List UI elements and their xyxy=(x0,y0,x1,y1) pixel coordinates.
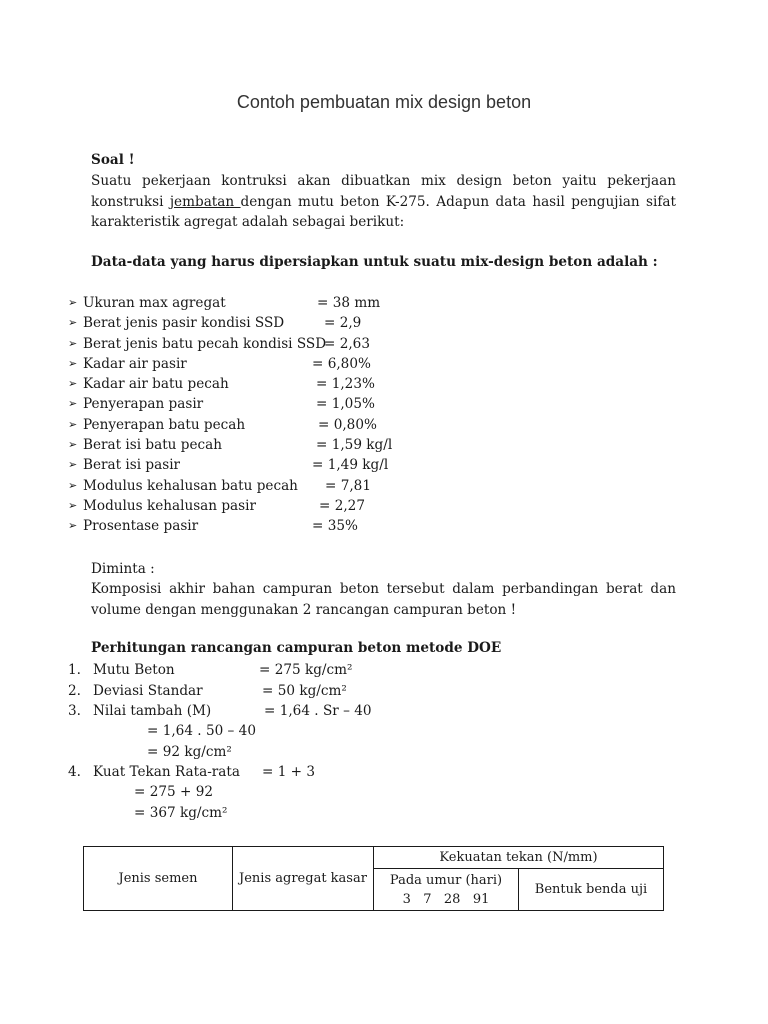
item-label: Berat jenis batu pecah kondisi SSD xyxy=(83,335,327,352)
calc-step: = 1,64 . 50 – 40 xyxy=(147,723,256,739)
item-value: = 38 mm xyxy=(317,295,381,311)
item-value: = 35% xyxy=(312,518,358,535)
header-jenis-agregat: Jenis agregat kasar xyxy=(233,847,374,911)
item-value: = 2,9 xyxy=(324,315,362,332)
kekuatan-tekan-table xyxy=(83,846,664,911)
item-label: Deviasi Standar xyxy=(93,683,203,699)
item-value: = 1 + 3 xyxy=(262,764,316,780)
item-number: 4. xyxy=(68,764,81,780)
table-row xyxy=(84,847,664,869)
diminta-paragraph: Komposisi akhir bahan campuran beton tersebut dalam perbandingan berat dan volume dengan menggunakan 2 rancangan campuran beton ! xyxy=(91,581,676,618)
item-label: Ukuran max agregat xyxy=(83,295,226,311)
item-label: Mutu Beton xyxy=(93,662,175,678)
arrow-bullet-icon: ➢ xyxy=(68,478,78,492)
header-kekuatan-tekan: Kekuatan tekan (N/mm) xyxy=(374,847,664,869)
item-label: Penyerapan pasir xyxy=(83,396,204,413)
page-title: Contoh pembuatan mix design beton xyxy=(236,92,532,112)
arrow-bullet-icon: ➢ xyxy=(68,316,78,330)
item-value: = 1,59 kg/l xyxy=(316,437,393,454)
item-label: Modulus kehalusan batu pecah xyxy=(83,477,298,494)
item-label: Modulus kehalusan pasir xyxy=(83,497,256,514)
item-number: 3. xyxy=(68,703,81,719)
item-label: Kadar air pasir xyxy=(83,355,187,372)
umur-values: 3 7 28 91 xyxy=(402,891,490,907)
soal-underlined-word: jembatan xyxy=(169,193,241,210)
arrow-bullet-icon: ➢ xyxy=(68,336,78,350)
item-value: = 2,27 xyxy=(319,497,365,514)
perhitungan-heading: Perhitungan rancangan campuran beton metode DOE xyxy=(91,640,502,656)
pada-umur-label: Pada umur (hari) xyxy=(389,872,503,888)
item-label: Penyerapan batu pecah xyxy=(83,416,246,433)
arrow-bullet-icon: ➢ xyxy=(68,377,78,391)
item-label: Kuat Tekan Rata-rata xyxy=(93,764,240,780)
item-value: = 1,23% xyxy=(316,376,375,393)
item-number: 1. xyxy=(68,662,81,678)
soal-paragraph xyxy=(91,171,676,233)
data-heading: Data-data yang harus dipersiapkan untuk suatu mix-design beton adalah : xyxy=(91,254,658,270)
item-value: = 50 kg/cm² xyxy=(262,683,347,699)
arrow-bullet-icon: ➢ xyxy=(68,417,78,431)
soal-text-after: dengan mutu beton K-275. Adapun data hasil pengujian sifat karakteristik agregat adalah sebagai berikut: xyxy=(91,193,676,231)
arrow-bullet-icon: ➢ xyxy=(68,296,78,309)
item-value: = 2,63 xyxy=(324,335,370,352)
arrow-bullet-icon: ➢ xyxy=(68,438,78,452)
header-pada-umur xyxy=(374,869,519,911)
calc-step: = 92 kg/cm² xyxy=(147,744,232,760)
diminta-heading: Diminta : xyxy=(91,561,155,577)
item-label: Kadar air batu pecah xyxy=(83,376,229,393)
item-label: Nilai tambah (M) xyxy=(93,703,212,719)
item-value: = 0,80% xyxy=(318,416,377,433)
header-bentuk-benda-uji: Bentuk benda uji xyxy=(519,869,664,911)
item-label: Berat isi batu pecah xyxy=(83,437,222,454)
header-jenis-semen: Jenis semen xyxy=(84,847,233,911)
item-value: = 1,64 . Sr – 40 xyxy=(264,703,372,719)
item-value: = 7,81 xyxy=(325,477,371,494)
calc-step: = 275 + 92 xyxy=(134,784,213,800)
item-number: 2. xyxy=(68,683,81,699)
soal-text-before: Suatu pekerjaan kontruksi akan dibuatkan mix design beton yaitu pekerjaan konstruksi xyxy=(91,173,676,210)
item-value: = 6,80% xyxy=(312,355,371,372)
arrow-bullet-icon: ➢ xyxy=(68,356,78,370)
item-value: = 1,05% xyxy=(316,396,375,413)
arrow-bullet-icon: ➢ xyxy=(68,397,78,411)
arrow-bullet-icon: ➢ xyxy=(68,498,78,512)
arrow-bullet-icon: ➢ xyxy=(68,519,78,533)
arrow-bullet-icon: ➢ xyxy=(68,458,78,472)
item-label: Berat jenis pasir kondisi SSD xyxy=(83,315,285,332)
item-label: Prosentase pasir xyxy=(83,518,199,535)
item-value: = 1,49 kg/l xyxy=(312,457,389,474)
calc-step: = 367 kg/cm² xyxy=(134,805,228,821)
item-label: Berat isi pasir xyxy=(83,457,181,474)
soal-heading: Soal ! xyxy=(91,152,135,168)
item-value: = 275 kg/cm² xyxy=(259,662,353,678)
